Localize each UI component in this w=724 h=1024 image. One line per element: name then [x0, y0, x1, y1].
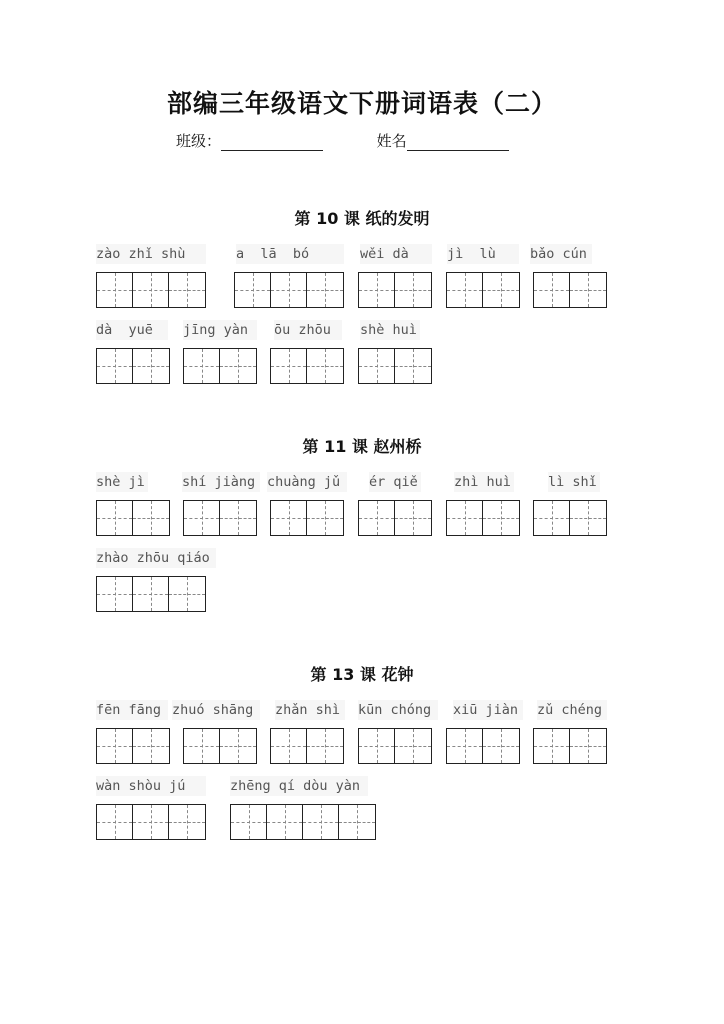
writing-grid[interactable]: [230, 804, 376, 840]
writing-grid[interactable]: [533, 272, 607, 308]
word-pinyin: jì lù: [447, 244, 519, 264]
writing-grid[interactable]: [270, 348, 344, 384]
word-pinyin: dà yuē: [96, 320, 168, 340]
word-pinyin: ér qiě: [369, 472, 421, 492]
word-pinyin: zhuó shāng: [172, 700, 260, 720]
writing-grid[interactable]: [533, 728, 607, 764]
word-pinyin: ōu zhōu: [274, 320, 342, 340]
word-pinyin: wàn shòu jú: [96, 776, 206, 796]
writing-grid[interactable]: [183, 728, 257, 764]
writing-grid[interactable]: [183, 348, 257, 384]
lesson-title: 第 10 课 纸的发明: [294, 209, 430, 228]
writing-grid[interactable]: [96, 272, 206, 308]
writing-grid[interactable]: [96, 728, 170, 764]
writing-grid[interactable]: [96, 576, 206, 612]
word-pinyin: wěi dà: [360, 244, 432, 264]
writing-grid[interactable]: [446, 500, 520, 536]
name-field[interactable]: [407, 136, 509, 151]
page-title: 部编三年级语文下册词语表（二）: [166, 89, 557, 118]
word-pinyin: zhēng qí dòu yàn: [230, 776, 368, 796]
word-pinyin: bǎo cún: [530, 244, 592, 264]
writing-grid[interactable]: [96, 500, 170, 536]
student-info: [176, 130, 509, 151]
word-pinyin: kūn chóng: [358, 700, 438, 720]
word-pinyin: a lā bó: [236, 244, 344, 264]
name-label: 姓名: [376, 132, 407, 150]
word-pinyin: xiū jiàn: [453, 700, 523, 720]
word-pinyin: lì shǐ: [548, 472, 600, 492]
word-pinyin: shí jiàng: [182, 472, 260, 492]
writing-grid[interactable]: [96, 348, 170, 384]
writing-grid[interactable]: [183, 500, 257, 536]
class-field[interactable]: [221, 136, 323, 151]
writing-grid[interactable]: [96, 804, 206, 840]
word-pinyin: shè jì: [96, 472, 148, 492]
writing-grid[interactable]: [358, 728, 432, 764]
writing-grid[interactable]: [533, 500, 607, 536]
word-pinyin: fēn fāng: [96, 700, 168, 720]
writing-grid[interactable]: [446, 272, 520, 308]
writing-grid[interactable]: [358, 348, 432, 384]
class-label: 班级：: [176, 132, 222, 150]
lesson-title: 第 13 课 花钟: [310, 665, 414, 684]
writing-grid[interactable]: [270, 728, 344, 764]
writing-grid[interactable]: [358, 500, 432, 536]
word-pinyin: shè huì: [360, 320, 420, 340]
word-pinyin: zào zhǐ shù: [96, 244, 206, 264]
word-pinyin: zǔ chéng: [537, 700, 607, 720]
writing-grid[interactable]: [446, 728, 520, 764]
writing-grid[interactable]: [270, 500, 344, 536]
word-pinyin: chuàng jǔ: [267, 472, 347, 492]
word-pinyin: zhì huì: [454, 472, 514, 492]
writing-grid[interactable]: [234, 272, 344, 308]
word-pinyin: zhǎn shì: [275, 700, 345, 720]
word-pinyin: jīng yàn: [183, 320, 257, 340]
writing-grid[interactable]: [358, 272, 432, 308]
word-pinyin: zhào zhōu qiáo: [96, 548, 216, 568]
lesson-title: 第 11 课 赵州桥: [302, 437, 422, 456]
